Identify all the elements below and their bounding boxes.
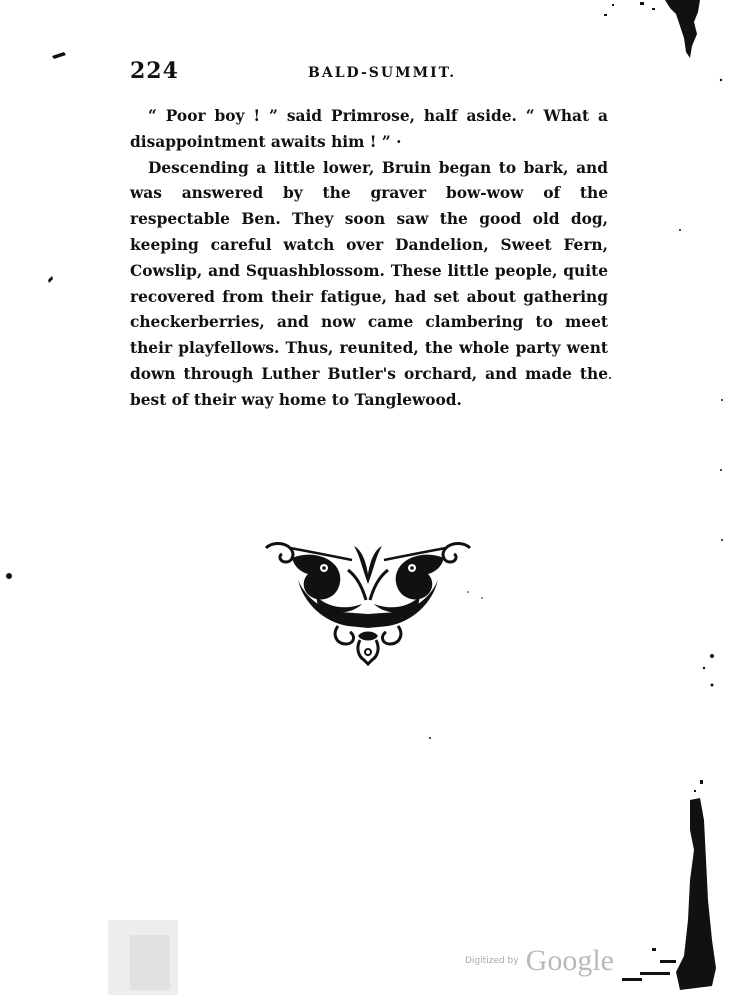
corner-shading-bottom-left	[108, 920, 178, 995]
paragraph-2: Descending a little lower, Bruin began to bark, and was answered by the graver bow-wow of the respectable Ben. They soon saw the good old dog, keeping careful watch over Dandelion, Sweet Fern, Cowslip, and Squashblossom. These little people, quite recovered from their fatigue, had set about gathering checkerberries, and now came clambering to meet their playfellows. Thus, reunited, the whole party went down through Luther Butler's orchard, and made the best of their way home to Tanglewood.	[130, 158, 608, 409]
page-header	[130, 58, 608, 94]
paragraph-1: “ Poor boy ! ” said Primrose, half aside. “ What a disappointment awaits him ! ” ·	[130, 107, 608, 151]
google-logo-text: Google	[525, 944, 614, 977]
decorative-tailpiece-ornament	[262, 540, 474, 666]
page-number: 224	[130, 58, 179, 84]
digitized-by-label: Digitized by	[465, 956, 519, 966]
corner-smudge-top-right	[604, 0, 700, 58]
corner-smudge-bottom-right	[622, 780, 716, 990]
body-text	[130, 104, 608, 414]
running-head: BALD-SUMMIT.	[308, 65, 457, 81]
digitized-by-google-watermark	[465, 944, 614, 978]
